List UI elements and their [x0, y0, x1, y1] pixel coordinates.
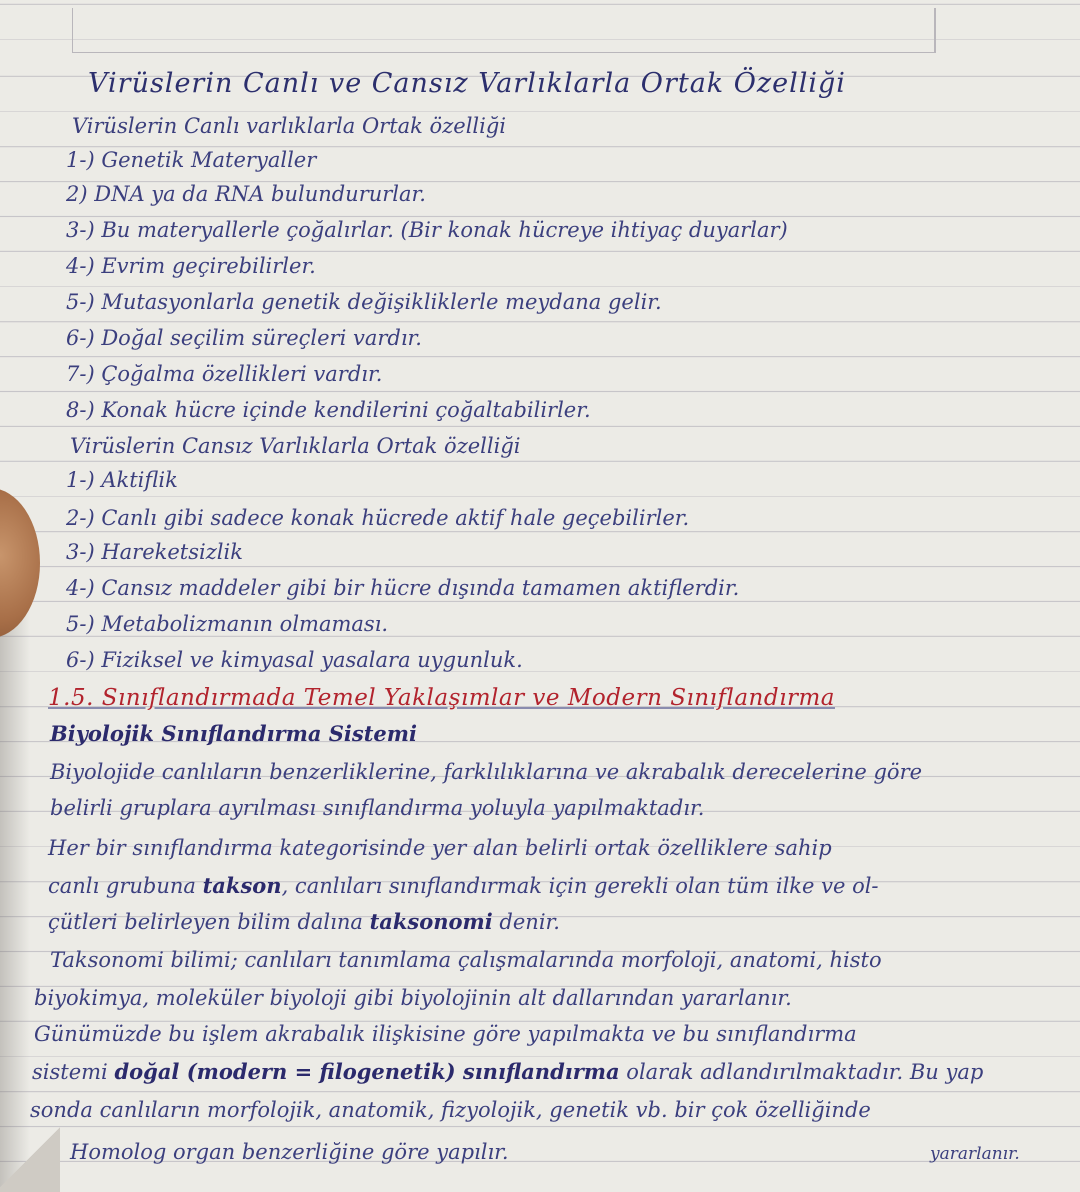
section-heading: 1.5. Sınıflandırmada Temel Yaklaşımlar ve Modern Sınıflandırma — [48, 685, 835, 711]
paragraph-3-text: sistemi — [32, 1060, 115, 1084]
paragraph-1-line-1: Biyolojide canlıların benzerliklerine, farklılıklarına ve akrabalık derecelerine göre — [50, 760, 923, 784]
paragraph-3-text: olarak adlandırılmaktadır. Bu yap — [619, 1060, 984, 1084]
nonliving-heading: Virüslerin Cansız Varlıklarla Ortak özelliği — [70, 434, 521, 458]
living-item-6: 6-) Doğal seçilim süreçleri vardır. — [66, 326, 422, 350]
living-item-4: 4-) Evrim geçirebilirler. — [66, 254, 316, 278]
paragraph-3-line-3: Günümüzde bu işlem akrabalık ilişkisine göre yapılmakta ve bu sınıflandırma — [34, 1022, 857, 1046]
living-item-7: 7-) Çoğalma özellikleri vardır. — [66, 362, 383, 386]
term-taksonomi: taksonomi — [369, 909, 493, 934]
paragraph-3-line-4 — [32, 1058, 983, 1086]
paragraph-2-line-3 — [48, 908, 560, 936]
page-fold — [0, 1122, 60, 1192]
nonliving-item-1: 1-) Aktiflik — [66, 468, 178, 492]
paragraph-3-line-1: Taksonomi bilimi; canlıları tanımlama çalışmalarında morfoloji, anatomi, histo — [50, 948, 882, 972]
living-item-2: 2) DNA ya da RNA bulundururlar. — [66, 182, 426, 206]
term-dogal-siniflandirma: doğal (modern = filogenetik) sınıflandırma — [114, 1059, 620, 1084]
subsection-heading: Biyolojik Sınıflandırma Sistemi — [50, 721, 417, 746]
paragraph-3-line-5: sonda canlıların morfolojik, anatomik, fizyolojik, genetik vb. bir çok özelliğinde — [30, 1098, 871, 1122]
paragraph-2-line-2 — [48, 872, 879, 900]
margin-line — [934, 8, 936, 52]
paragraph-2-text: çütleri belirleyen bilim dalına — [48, 910, 370, 934]
header-box — [72, 8, 936, 53]
finger — [0, 488, 40, 638]
nonliving-item-2: 2-) Canlı gibi sadece konak hücrede aktif hale geçebilirler. — [66, 506, 690, 530]
living-item-8: 8-) Konak hücre içinde kendilerini çoğaltabilirler. — [66, 398, 591, 422]
living-heading: Virüslerin Canlı varlıklarla Ortak özelliği — [72, 114, 506, 138]
paragraph-3-line-6: Homolog organ benzerliğine göre yapılır. — [70, 1140, 509, 1164]
paragraph-1-line-2: belirli gruplara ayrılması sınıflandırma yoluyla yapılmaktadır. — [50, 796, 705, 820]
living-item-5: 5-) Mutasyonlarla genetik değişikliklerle meydana gelir. — [66, 290, 662, 314]
term-takson: takson — [202, 873, 282, 898]
nonliving-item-6: 6-) Fiziksel ve kimyasal yasalara uygunluk. — [66, 648, 523, 672]
paragraph-2-text: denir. — [492, 910, 560, 934]
nonliving-item-4: 4-) Cansız maddeler gibi bir hücre dışında tamamen aktiflerdir. — [66, 576, 740, 600]
living-item-3: 3-) Bu materyallerle çoğalırlar. (Bir konak hücreye ihtiyaç duyarlar) — [66, 218, 788, 242]
paragraph-2-line-1: Her bir sınıflandırma kategorisinde yer alan belirli ortak özelliklere sahip — [48, 836, 832, 860]
paragraph-2-text: canlı grubuna — [48, 874, 203, 898]
page-title: Virüslerin Canlı ve Cansız Varlıklarla Ortak Özelliği — [88, 68, 846, 99]
nonliving-item-5: 5-) Metabolizmanın olmaması. — [66, 612, 389, 636]
paragraph-2-text: , canlıları sınıflandırmak için gerekli olan tüm ilke ve ol- — [281, 874, 879, 898]
paragraph-3-line-6-right: yararlanır. — [930, 1144, 1020, 1164]
paragraph-3-line-2: biyokimya, moleküler biyoloji gibi biyolojinin alt dallarından yararlanır. — [34, 986, 792, 1010]
living-item-1: 1-) Genetik Materyaller — [66, 148, 317, 172]
nonliving-item-3: 3-) Hareketsizlik — [66, 540, 243, 564]
